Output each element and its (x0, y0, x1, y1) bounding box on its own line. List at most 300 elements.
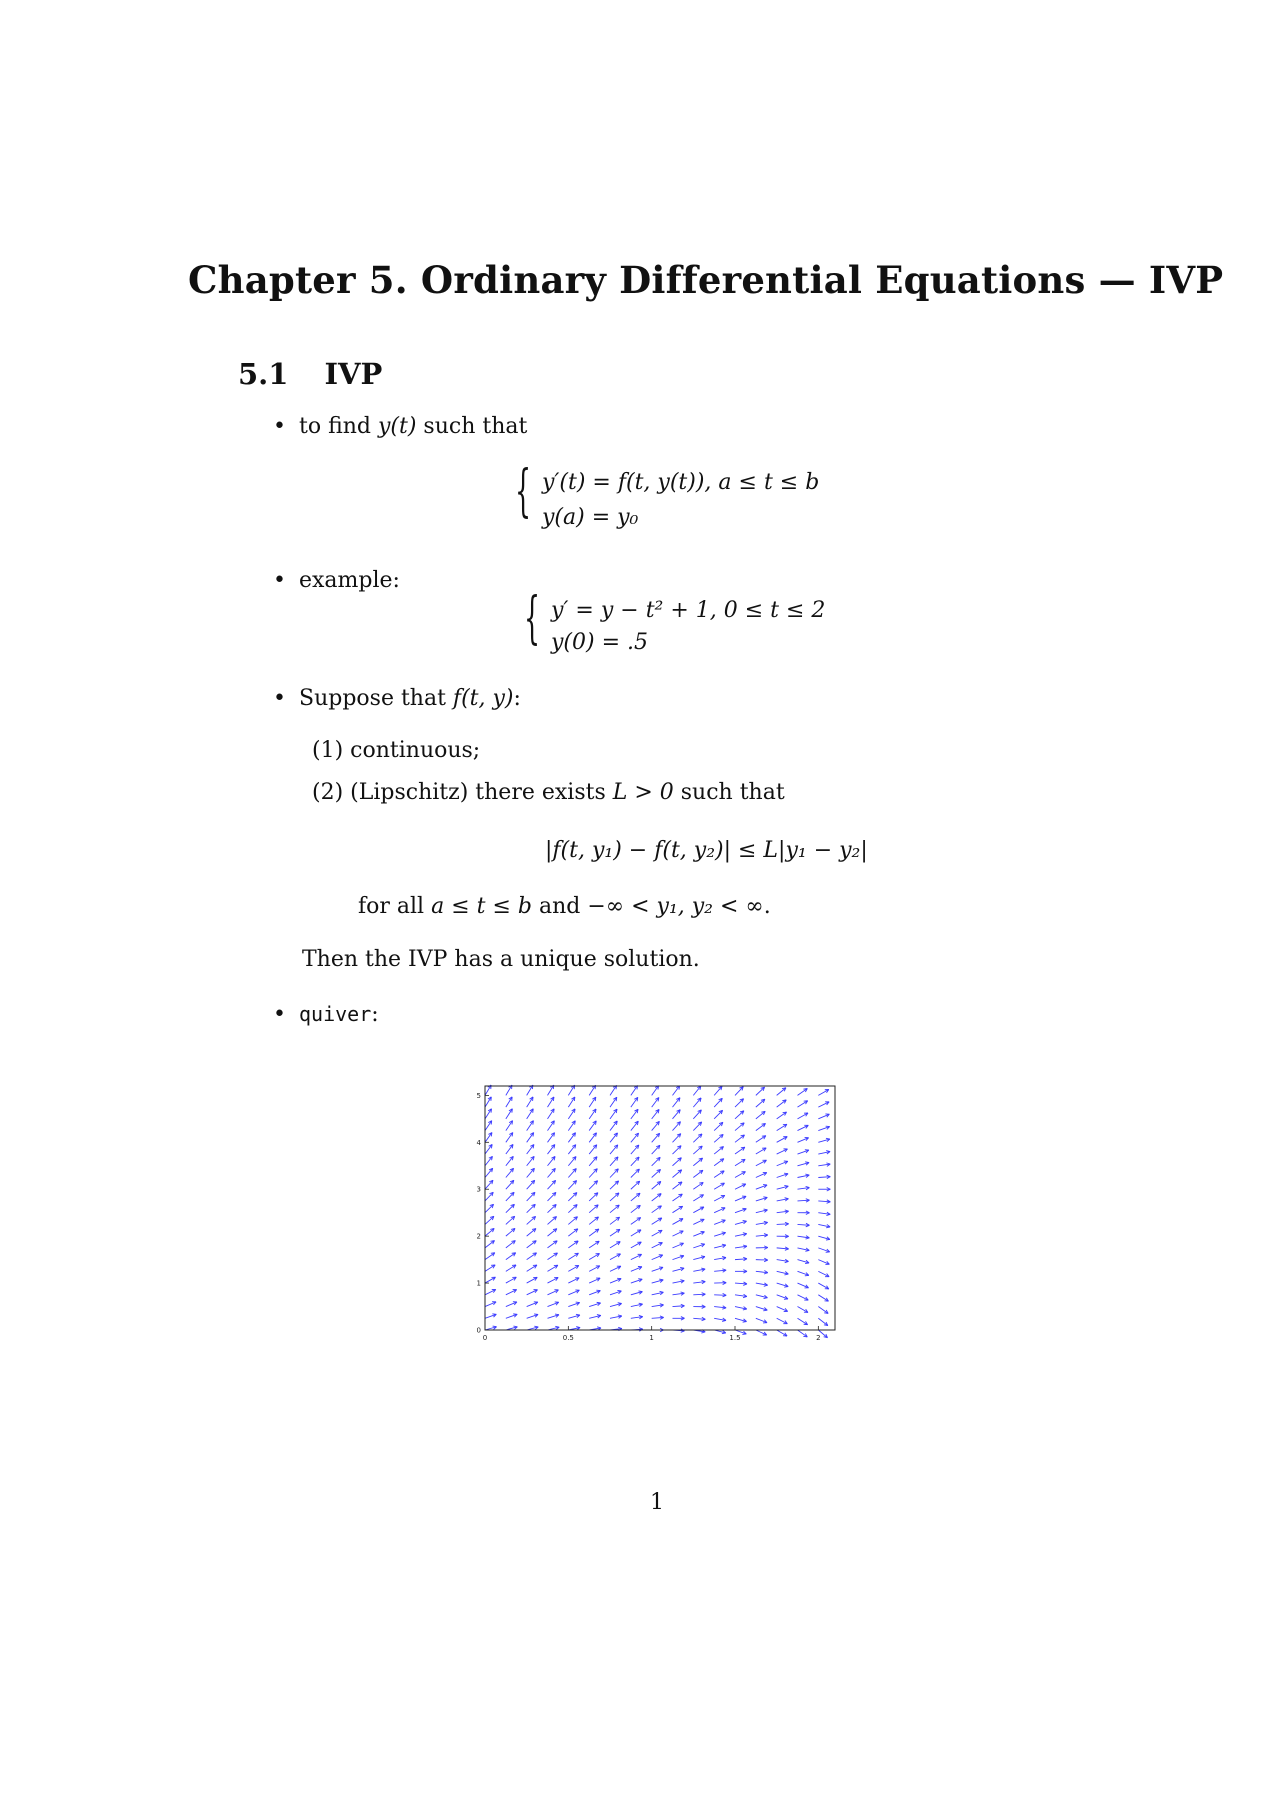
quiver-arrow (631, 1169, 640, 1177)
quiver-arrow (777, 1100, 787, 1107)
quiver-arrow (631, 1133, 639, 1142)
quiver-arrow (589, 1121, 596, 1131)
quiver-arrow (777, 1112, 787, 1119)
quiver-arrow (714, 1208, 725, 1213)
quiver-arrow (548, 1241, 558, 1248)
quiver-arrow (485, 1253, 495, 1260)
quiver-arrow (506, 1121, 513, 1131)
quiver-arrow (777, 1307, 788, 1312)
quiver-arrow (548, 1133, 555, 1143)
quiver-arrow (673, 1304, 685, 1307)
quiver-arrow (798, 1199, 810, 1202)
x-tick-label: 0.5 (562, 1334, 574, 1342)
quiver-arrow (756, 1172, 767, 1177)
quiver-arrow (506, 1180, 514, 1189)
quiver-arrow (589, 1181, 597, 1190)
quiver-arrow (527, 1121, 534, 1131)
quiver-arrow (527, 1192, 535, 1201)
quiver-arrow (693, 1110, 701, 1119)
quiver-arrow (798, 1330, 808, 1337)
quiver-arrow (652, 1194, 661, 1201)
quiver-arrow (527, 1314, 538, 1318)
quiver-arrow (798, 1101, 808, 1107)
quiver-arrow (589, 1302, 600, 1306)
quiver-arrow (798, 1174, 810, 1177)
quiver-arrow (610, 1303, 622, 1307)
quiver-arrow (527, 1180, 535, 1189)
quiver-arrow (548, 1290, 559, 1295)
quiver-arrow (693, 1207, 704, 1213)
quiver-arrow (527, 1216, 536, 1224)
quiver-arrow (673, 1255, 684, 1259)
quiver-arrow (714, 1269, 726, 1272)
y-tick-label: 4 (476, 1138, 481, 1147)
quiver-arrow (673, 1182, 683, 1189)
quiver-arrow (798, 1283, 809, 1288)
bullet-text: such that (416, 414, 528, 439)
quiver-arrow (527, 1144, 534, 1154)
quiver-arrow (693, 1182, 703, 1189)
quiver-arrow (798, 1113, 808, 1119)
quiver-arrow (610, 1242, 620, 1248)
quiver-arrow (568, 1181, 576, 1190)
quiver-arrow (673, 1146, 682, 1154)
quiver-arrow (652, 1255, 663, 1260)
bullet-text: : (371, 1002, 379, 1027)
quiver-arrow (485, 1314, 496, 1318)
quiver-arrow (568, 1217, 577, 1225)
quiver-arrow (818, 1089, 828, 1095)
bullet-marker: • (273, 414, 286, 439)
quiver-arrow (735, 1196, 746, 1201)
quiver-arrow (714, 1098, 722, 1107)
quiver-arrow (589, 1241, 599, 1248)
quiver-arrow (693, 1195, 703, 1201)
quiver-arrow (631, 1085, 638, 1095)
bullet-quiver (273, 1002, 379, 1027)
quiver-arrow (714, 1330, 726, 1334)
quiver-arrow (527, 1241, 537, 1248)
quiver-arrow (485, 1097, 491, 1107)
quiver-arrow (548, 1168, 556, 1177)
quiver-arrow (568, 1193, 577, 1201)
quiver-arrow (631, 1291, 643, 1295)
quiver-arrow (693, 1219, 704, 1224)
quiver-arrow (735, 1111, 744, 1119)
quiver-arrow (735, 1245, 747, 1248)
quiver-arrow (818, 1318, 827, 1325)
quiver-arrow (506, 1302, 517, 1307)
quiver-arrow (652, 1243, 663, 1248)
quiver-arrow (548, 1265, 558, 1271)
quiver-arrow (610, 1193, 619, 1201)
quiver-arrow (568, 1314, 580, 1318)
quiver-arrow (777, 1295, 788, 1300)
quiver-arrow (631, 1267, 642, 1272)
quiver-arrow (568, 1229, 577, 1236)
quiver-arrow (610, 1217, 620, 1224)
clause-text: and (531, 894, 588, 919)
condition-lipschitz (312, 780, 785, 805)
quiver-arrow (798, 1307, 808, 1313)
quiver-arrow (631, 1193, 640, 1201)
math-expression: L > 0 (612, 780, 674, 805)
quiver-arrow (777, 1088, 786, 1096)
math-expression: y(t) (378, 414, 417, 439)
quiver-arrow (652, 1086, 659, 1096)
quiver-arrow (568, 1121, 575, 1131)
quiver-arrow (610, 1254, 621, 1260)
quiver-arrow (631, 1097, 638, 1107)
quiver-arrow (818, 1271, 829, 1276)
quiver-arrow (610, 1229, 620, 1236)
quiver-arrow (548, 1314, 559, 1318)
quiver-arrow (756, 1234, 768, 1237)
y-tick-label: 1 (476, 1279, 481, 1288)
quiver-arrow (485, 1121, 492, 1131)
quiver-arrow (527, 1253, 537, 1260)
quiver-arrow (652, 1304, 664, 1307)
bullet-suppose (273, 686, 521, 711)
quiver-arrow (527, 1326, 539, 1330)
quiver-arrow (610, 1290, 621, 1294)
quiver-arrow (714, 1281, 726, 1284)
quiver-arrow (485, 1085, 491, 1095)
quiver-arrow (818, 1283, 828, 1289)
quiver-arrow (798, 1271, 809, 1275)
quiver-arrow (693, 1098, 701, 1107)
quiver-arrow (506, 1204, 515, 1212)
quiver-arrow (589, 1169, 597, 1178)
quiver-arrow (506, 1133, 513, 1143)
quiver-arrow (589, 1229, 599, 1236)
quiver-arrow (777, 1271, 789, 1275)
quiver-arrow (777, 1149, 788, 1154)
quiver-arrow (818, 1212, 830, 1215)
quiver-arrow (714, 1171, 724, 1178)
quiver-arrow (610, 1121, 617, 1131)
quiver-arrow (798, 1318, 808, 1324)
quiver-arrow (756, 1283, 768, 1286)
quiver-arrow (589, 1193, 598, 1201)
quiver-arrow (589, 1133, 596, 1143)
quiver-arrow (527, 1277, 538, 1283)
quiver-arrow (777, 1137, 788, 1143)
quiver-arrow (693, 1280, 705, 1283)
quiver-arrow (652, 1218, 662, 1224)
quiver-arrow (673, 1194, 683, 1201)
quiver-arrow (527, 1302, 538, 1307)
quiver-arrow (610, 1133, 617, 1142)
quiver-arrow (735, 1184, 746, 1189)
quiver-arrow (485, 1290, 496, 1295)
quiver-arrow (673, 1329, 685, 1332)
quiver-arrow (798, 1125, 809, 1130)
quiver-arrow (485, 1326, 497, 1330)
quiver-arrow (756, 1099, 765, 1107)
quiver-arrow (798, 1260, 810, 1264)
quiver-arrow (610, 1145, 618, 1154)
quiver-arrow (652, 1181, 661, 1189)
example-equation-line-2: y(0) = .5 (551, 630, 649, 655)
quiver-arrow (777, 1222, 789, 1225)
quiver-arrow (485, 1168, 493, 1177)
quiver-arrow (652, 1230, 662, 1236)
quiver-arrow (506, 1277, 516, 1283)
quiver-arrow (485, 1144, 492, 1154)
quiver-arrow (735, 1159, 745, 1165)
quiver-arrow (548, 1204, 557, 1212)
quiver-arrow (818, 1102, 829, 1107)
quiver-arrow (548, 1156, 556, 1165)
clause-text: . (763, 894, 771, 919)
example-equation-line-1: y′ = y − t² + 1, 0 ≤ t ≤ 2 (551, 598, 826, 623)
quiver-arrow (568, 1302, 579, 1306)
y-tick-label: 3 (476, 1185, 481, 1194)
bullet-example (273, 568, 400, 593)
quiver-arrow (714, 1195, 725, 1201)
quiver-arrow (777, 1235, 789, 1238)
quiver-arrow (548, 1217, 557, 1225)
quiver-arrow (756, 1111, 765, 1119)
condition-text: (2) (Lipschitz) there exists (312, 780, 613, 805)
quiver-arrow (631, 1315, 643, 1318)
quiver-arrow (714, 1244, 726, 1248)
quiver-arrow (673, 1267, 685, 1271)
quiver-arrow (673, 1134, 681, 1143)
quiver-arrow (652, 1121, 660, 1130)
quiver-arrow (548, 1109, 555, 1119)
quiver-arrow (673, 1110, 681, 1119)
quiver-arrow (756, 1136, 766, 1143)
bullet-text: to find (299, 414, 378, 439)
chapter-title: Chapter 5. Ordinary Differential Equations — IVP (188, 258, 1224, 302)
quiver-arrow (485, 1228, 494, 1236)
quiver-arrow (589, 1315, 601, 1319)
quiver-arrow (506, 1216, 515, 1224)
quiver-arrow (568, 1253, 578, 1259)
quiver-arrow (527, 1265, 537, 1271)
quiver-arrow (798, 1162, 810, 1166)
quiver-arrow (777, 1283, 788, 1287)
quiver-arrow (631, 1181, 640, 1189)
quiver-arrow (756, 1160, 767, 1166)
quiver-arrow (673, 1280, 685, 1283)
quiver-arrow (485, 1156, 492, 1165)
quiver-arrow (714, 1293, 726, 1296)
quiver-arrow (485, 1216, 494, 1224)
quiver-arrow (777, 1247, 789, 1250)
x-tick-label: 0 (482, 1334, 488, 1342)
quiver-arrow (735, 1099, 744, 1107)
bullet-marker: • (273, 568, 286, 593)
quiver-arrow (735, 1307, 747, 1310)
quiver-arrow (693, 1305, 705, 1308)
quiver-arrow (548, 1192, 556, 1201)
quiver-arrow (652, 1267, 663, 1271)
quiver-arrow (506, 1144, 513, 1154)
quiver-arrow (548, 1145, 555, 1155)
quiver-arrow (610, 1278, 621, 1283)
brace-icon: { (524, 586, 541, 651)
quiver-arrow (714, 1318, 726, 1321)
quiver-arrow (610, 1157, 618, 1166)
quiver-arrow (673, 1098, 680, 1107)
forall-clause (358, 894, 771, 919)
quiver-arrow (818, 1200, 830, 1203)
quiver-arrow (506, 1109, 513, 1119)
quiver-arrow (527, 1085, 533, 1095)
quiver-arrow (798, 1186, 810, 1189)
quiver-arrow (631, 1157, 639, 1166)
quiver-arrow (714, 1086, 722, 1095)
quiver-arrow (548, 1229, 557, 1237)
quiver-arrow (631, 1279, 642, 1283)
quiver-arrow (756, 1148, 766, 1154)
quiver-arrow (631, 1328, 643, 1331)
math-expression: f(t, y) (452, 686, 514, 711)
bullet-marker: • (273, 686, 286, 711)
quiver-arrow (693, 1146, 702, 1154)
quiver-arrow (693, 1268, 705, 1271)
quiver-arrow (610, 1097, 617, 1107)
quiver-arrow (714, 1122, 723, 1130)
ivp-equation-line-2: y(a) = y₀ (542, 505, 639, 530)
quiver-arrow (735, 1220, 747, 1224)
quiver-arrow (485, 1265, 495, 1271)
quiver-arrow (548, 1121, 555, 1131)
quiver-arrow (818, 1187, 830, 1190)
quiver-arrow (693, 1170, 703, 1177)
quiver-arrow (798, 1223, 810, 1226)
quiver-arrow (548, 1180, 556, 1189)
quiver-arrow (485, 1180, 493, 1189)
quiver-arrow (756, 1221, 768, 1224)
quiver-arrow (818, 1295, 828, 1301)
quiver-arrow (735, 1172, 745, 1178)
quiver-arrow (735, 1123, 744, 1131)
quiver-arrow (652, 1098, 659, 1108)
quiver-arrow (798, 1137, 809, 1142)
quiver-arrow (589, 1217, 598, 1225)
quiver-arrow (735, 1147, 745, 1154)
quiver-arrow (756, 1209, 768, 1213)
quiver-arrow (818, 1236, 830, 1240)
quiver-arrow (527, 1133, 534, 1143)
condition-continuous: (1) continuous; (312, 738, 481, 763)
quiver-arrow (506, 1241, 516, 1248)
quiver-arrow (506, 1326, 518, 1330)
quiver-arrow (756, 1307, 767, 1311)
quiver-arrow (818, 1175, 830, 1178)
quiver-arrow (527, 1109, 534, 1119)
quiver-arrow (693, 1317, 705, 1320)
quiver-arrow (714, 1134, 723, 1142)
quiver-arrow (610, 1169, 618, 1178)
quiver-arrow (693, 1293, 705, 1296)
quiver-arrow (631, 1218, 641, 1225)
quiver-arrow (735, 1257, 747, 1260)
bullet-find-solution (273, 414, 527, 439)
quiver-arrow (798, 1295, 809, 1300)
quiver-arrow (610, 1266, 621, 1271)
quiver-arrow (693, 1231, 704, 1236)
quiver-arrow (506, 1085, 512, 1095)
lipschitz-inequality: |f(t, y₁) − f(t, y₂)| ≤ L|y₁ − y₂| (545, 838, 868, 863)
quiver-arrow (548, 1278, 559, 1284)
bullet-text: example: (299, 568, 400, 593)
quiver-arrow (735, 1270, 747, 1273)
quiver-arrow (673, 1206, 683, 1212)
quiver-arrow (568, 1265, 578, 1271)
quiver-arrow (568, 1241, 578, 1248)
quiver-arrow (798, 1236, 810, 1239)
quiver-arrow (527, 1168, 535, 1177)
quiver-arrow (610, 1085, 617, 1095)
bullet-text: : (513, 686, 521, 711)
quiver-arrow (735, 1208, 746, 1212)
section-title: IVP (324, 357, 383, 391)
quiver-arrow (756, 1258, 768, 1261)
quiver-arrow (777, 1185, 789, 1189)
quiver-arrow (631, 1303, 643, 1306)
section-number: 5.1 (238, 357, 289, 391)
quiver-arrow (714, 1220, 725, 1225)
quiver-arrow (568, 1157, 576, 1166)
quiver-arrow (693, 1134, 702, 1142)
quiver-arrow (693, 1122, 701, 1131)
quiver-arrow (506, 1097, 512, 1107)
quiver-arrow (652, 1206, 662, 1213)
brace-icon: { (515, 459, 532, 524)
quiver-arrow (652, 1279, 664, 1283)
quiver-arrow (714, 1159, 724, 1166)
quiver-arrow (589, 1253, 599, 1259)
quiver-arrow (568, 1085, 574, 1095)
quiver-arrow (589, 1266, 600, 1272)
quiver-arrow (673, 1317, 685, 1320)
quiver-arrow (735, 1282, 747, 1285)
quiver-arrow (631, 1145, 639, 1154)
quiver-arrow (527, 1204, 536, 1212)
quiver-arrow (652, 1169, 661, 1177)
quiver-arrow (506, 1156, 513, 1165)
quiver-arrow (631, 1205, 641, 1212)
quiver-arrow (506, 1228, 515, 1236)
bullet-text: Suppose that (299, 686, 453, 711)
quiver-plot (455, 1078, 855, 1358)
quiver-arrow (756, 1123, 766, 1130)
quiver-arrow (818, 1114, 829, 1119)
quiver-arrow (798, 1211, 810, 1214)
quiver-arrow (506, 1253, 516, 1260)
quiver-arrow (610, 1205, 619, 1213)
quiver-arrow (589, 1145, 597, 1154)
quiver-arrow (589, 1205, 598, 1213)
quiver-arrow (589, 1097, 596, 1107)
quiver-arrow (548, 1085, 554, 1095)
quiver-arrow (756, 1197, 767, 1201)
condition-text: such that (673, 780, 785, 805)
ivp-equation-line-1: y′(t) = f(t, y(t)), a ≤ t ≤ b (542, 470, 820, 495)
quiver-arrow (506, 1265, 516, 1271)
arrows-layer (485, 1085, 830, 1338)
quiver-arrow (568, 1097, 575, 1107)
quiver-arrow (610, 1181, 619, 1189)
quiver-arrow (568, 1327, 580, 1330)
quiver-arrow (798, 1150, 809, 1154)
quiver-arrow (485, 1109, 492, 1119)
